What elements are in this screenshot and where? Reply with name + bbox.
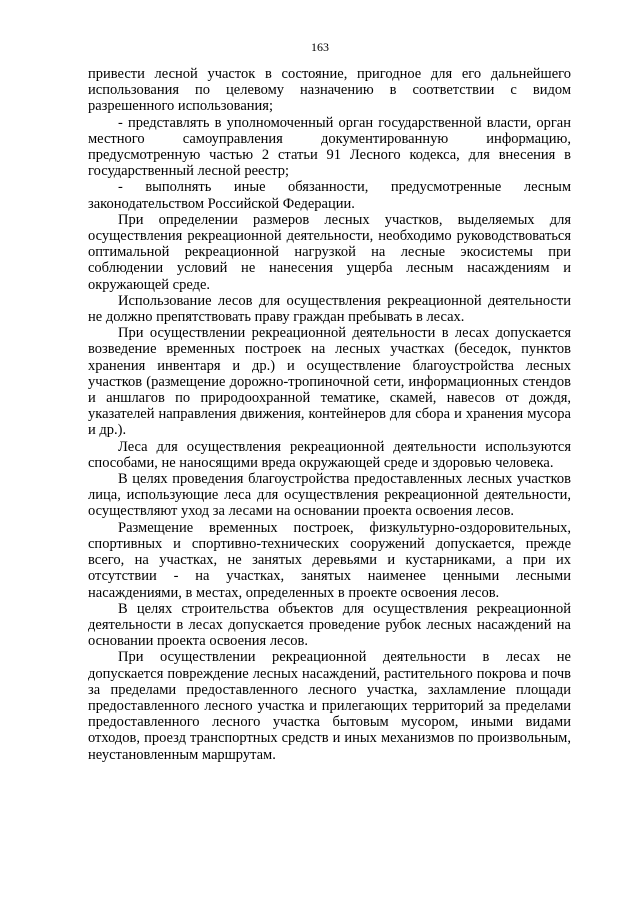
paragraph: При осуществлении рекреационной деятельности в лесах допускается возведение временных построек на лесных участках (беседок, пунктов хранения инвентаря и др.) и осуществление благоустройства лесных участков (размещение дорожно-тропиночной сети, информационных стендов и аншлагов по природоохранной тематике, скамей, навесов от дождя, указателей направления движения, контейнеров для сбора и хранения мусора и др.).: [88, 325, 571, 439]
paragraph-continuation: привести лесной участок в состояние, пригодное для его дальнейшего использования по целевому назначению в соответствии с видом разрешенного использования;: [88, 66, 571, 115]
paragraph-list-item: - выполнять иные обязанности, предусмотренные лесным законодательством Российской Федерации.: [88, 179, 571, 212]
paragraph: В целях проведения благоустройства предоставленных лесных участков лица, использующие леса для осуществления рекреационной деятельности, осуществляют уход за лесами на основании проекта освоения лесов.: [88, 471, 571, 520]
document-body: [88, 66, 571, 763]
paragraph: При определении размеров лесных участков, выделяемых для осуществления рекреационной деятельности, необходимо руководствоваться оптимальной рекреационной нагрузкой на лесные экосистемы при соблюдении условий не нанесения ущерба лесным насаждениям и окружающей среде.: [88, 211, 571, 293]
paragraph: В целях строительства объектов для осуществления рекреационной деятельности в лесах допускается проведение рубок лесных насаждений на основании проекта освоения лесов.: [88, 600, 571, 650]
paragraph: Размещение временных построек, физкультурно-оздоровительных, спортивных и спортивно-технических сооружений допускается, прежде всего, на участках, не занятых деревьями и кустарниками, а при их отсутствии - на участках, занятых наименее ценными лесными насаждениями, в местах, определенных в проекте освоения лесов.: [88, 519, 571, 601]
paragraph-list-item: - представлять в уполномоченный орган государственной власти, орган местного самоуправления документированную информацию, предусмотренную частью 2 статьи 91 Лесного кодекса, для внесения в государственный лесной реестр;: [88, 114, 571, 180]
paragraph: При осуществлении рекреационной деятельности в лесах не допускается повреждение лесных насаждений, растительного покрова и почв за пределами предоставленного лесного участка, захламление площади предоставленного лесного участка и прилегающих территорий за пределами предоставленного лесного участка бытовым мусором, иными видами отходов, проезд транспортных средств и иных механизмов по произвольным, неустановленным маршрутам.: [88, 649, 571, 763]
paragraph: Леса для осуществления рекреационной деятельности используются способами, не наносящими вреда окружающей среде и здоровью человека.: [88, 438, 571, 471]
paragraph: Использование лесов для осуществления рекреационной деятельности не должно препятствовать праву граждан пребывать в лесах.: [88, 292, 571, 326]
page-number: 163: [311, 40, 329, 54]
